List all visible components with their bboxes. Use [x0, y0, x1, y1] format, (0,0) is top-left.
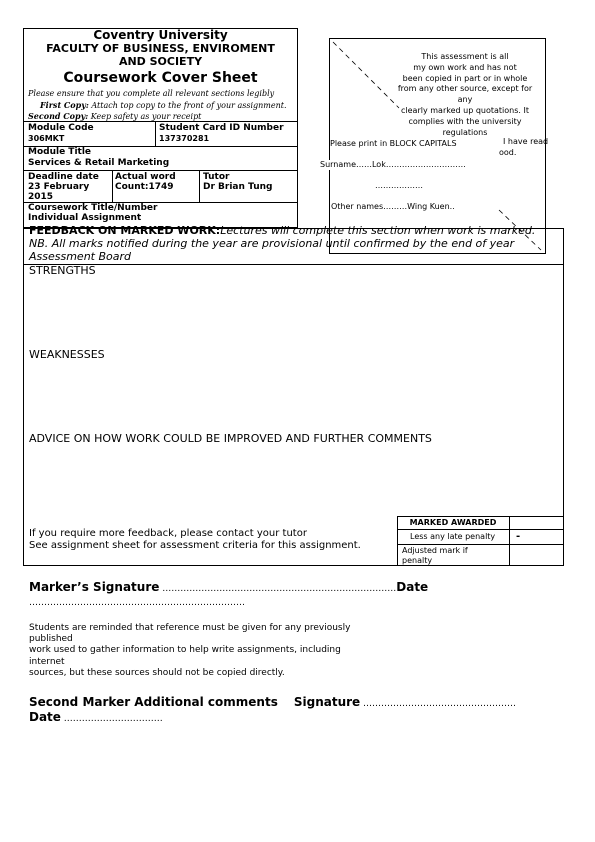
cover-vdivider-1	[155, 121, 156, 146]
marks-row-divider-1	[397, 529, 564, 530]
faculty-line-2: AND SOCIETY	[118, 55, 203, 68]
date-label: Date	[396, 580, 429, 594]
marker-signature-label: Marker’s Signature	[29, 580, 160, 594]
declaration-line-10: ood.	[499, 148, 517, 157]
first-copy-text: Attach top copy to the front of your assignment.	[88, 101, 287, 110]
advice-heading: ADVICE ON HOW WORK COULD BE IMPROVED AND FURTHER COMMENTS	[29, 432, 432, 445]
provisional-note-2: Assessment Board	[29, 250, 132, 263]
second-date-label: Date	[29, 710, 61, 724]
declaration-line-5: any	[457, 95, 473, 105]
declaration-line-8: regulations	[442, 127, 488, 137]
cover-vdivider-2	[112, 170, 113, 202]
second-date-line	[29, 710, 163, 726]
instruction-legibly: Please ensure that you complete all relevant sections legibly	[28, 89, 275, 98]
marks-row-divider-2	[397, 544, 564, 545]
coursework-title-label: Coursework Title/Number	[28, 203, 158, 213]
second-marker-line	[29, 695, 574, 711]
feedback-header-divider	[23, 264, 564, 265]
declaration-line-1: This assessment is all	[421, 52, 509, 61]
second-copy-label: Second Copy:	[28, 111, 89, 121]
student-id-value: 137370281	[159, 134, 210, 143]
declaration-line-2: my own work and has not	[413, 62, 517, 72]
declaration-text	[390, 52, 540, 138]
module-title-value: Services & Retail Marketing	[28, 158, 170, 168]
student-id-label: Student Card ID Number	[159, 123, 284, 133]
late-penalty-label: Less any late penalty	[410, 532, 496, 541]
first-copy-instruction	[40, 100, 287, 111]
feedback-heading	[29, 225, 559, 237]
module-title-label: Module Title	[28, 147, 92, 157]
marks-table-vdivider	[509, 516, 510, 566]
reminder-line-3: work used to gather information to help write assignments, including	[29, 645, 341, 656]
marks-awarded-label: MARKED AWARDED	[409, 518, 497, 527]
provisional-note-1: NB. All marks notified during the year are provisional until confirmed by the end of year	[29, 237, 515, 250]
marker-signature-line	[29, 580, 569, 596]
faculty-line-1: FACULTY OF BUSINESS, ENVIROMENT	[46, 42, 275, 55]
word-count-value: Count:1749	[115, 182, 174, 192]
tutor-label: Tutor	[203, 172, 230, 182]
other-names-field: Other names………Wing Kuen..	[331, 202, 455, 211]
strengths-heading: STRENGTHS	[29, 264, 96, 277]
second-signature-label: Signature	[293, 695, 361, 709]
coursework-title-value: Individual Assignment	[28, 213, 142, 223]
cover-divider-1	[23, 121, 298, 122]
late-penalty-value: -	[516, 531, 521, 542]
surname-field: Surname……Lok…………………………	[320, 160, 466, 169]
reminder-line-5: sources, but these sources should not be copied directly.	[29, 667, 285, 678]
word-count-label: Actual word	[115, 172, 176, 182]
date-dots: ………………………………………………………………	[29, 598, 245, 608]
criteria-note: See assignment sheet for assessment criteria for this assignment.	[29, 540, 361, 551]
deadline-value-1: 23 February	[28, 182, 90, 192]
reminder-line-1: Students are reminded that reference must be given for any previously	[29, 623, 351, 633]
reminder-line-4: internet	[29, 656, 65, 667]
second-date-dots: ……………………………	[60, 714, 163, 724]
declaration-line-9: I have read	[503, 137, 549, 146]
cover-divider-3	[23, 170, 298, 171]
tutor-value: Dr Brian Tung	[203, 182, 273, 192]
second-marker-label: Second Marker Additional comments	[29, 695, 278, 709]
adjusted-mark-label-1: Adjusted mark if	[402, 546, 468, 555]
marker-signature-dots: ……………………………………………………………………	[159, 584, 397, 594]
declaration-line-4: from any other source, except for	[397, 84, 533, 94]
reference-reminder	[29, 623, 350, 679]
adjusted-mark-label-2: penalty	[402, 556, 433, 565]
second-copy-text: Keep safety as your receipt	[88, 112, 202, 121]
university-name: Coventry University	[93, 28, 228, 42]
deadline-value-2: 2015	[28, 192, 54, 202]
module-code-value: 306MKT	[28, 134, 65, 143]
cover-vdivider-3	[199, 170, 200, 202]
block-capitals-instruction: Please print in BLOCK CAPITALS	[330, 139, 457, 148]
dots-line: ………………	[375, 181, 423, 190]
deadline-label: Deadline date	[28, 172, 99, 182]
reminder-line-2: published	[29, 634, 73, 645]
declaration-line-6: clearly marked up quotations. It	[401, 105, 529, 115]
feedback-heading-bold: FEEDBACK ON MARKED WORK:	[29, 224, 221, 237]
declaration-line-7: complies with the university	[408, 116, 522, 126]
first-copy-label: First Copy:	[40, 100, 89, 110]
declaration-line-3: been copied in part or in whole	[402, 73, 528, 83]
second-signature-dots: ……………………………………………	[360, 699, 517, 709]
module-code-label: Module Code	[28, 123, 94, 133]
sheet-title: Coursework Cover Sheet	[63, 70, 258, 86]
weaknesses-heading: WEAKNESSES	[29, 348, 105, 361]
more-feedback-note: If you require more feedback, please contact your tutor	[29, 528, 307, 539]
feedback-heading-italic: Lectures will complete this section when work is marked.	[220, 224, 536, 237]
